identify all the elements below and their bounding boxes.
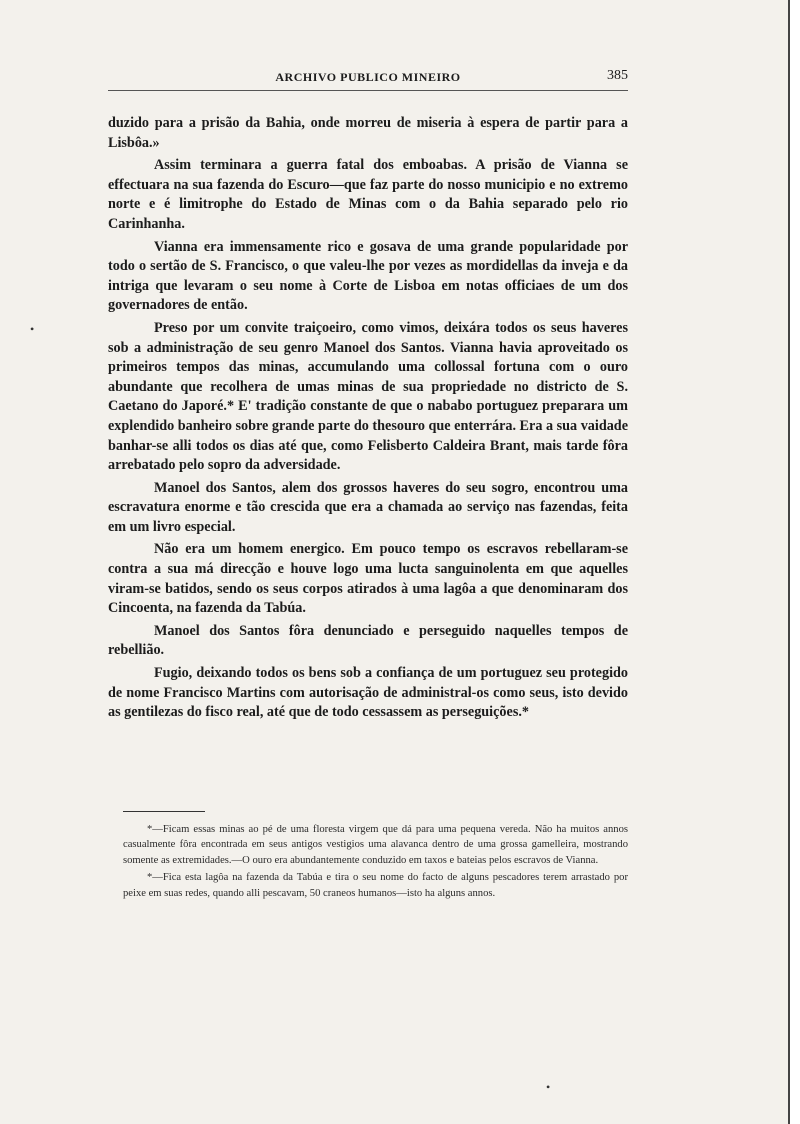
scan-mark: • <box>546 1080 551 1094</box>
scan-mark: • <box>30 322 35 336</box>
paragraph-8: Fugio, deixando todos os bens sob a confiança de um portuguez seu protegido de nome Francisco Martins com autorisação de administral-os como seus, isto devido as gentilezas do fisco real, até que de todo cessassem as perseguições.* <box>108 665 628 721</box>
paragraph-6: Não era um homem energico. Em pouco tempo os escravos rebellaram-se contra a sua má direcção e houve logo uma lucta sanguinolenta em que aquelles viram-se batidos, sendo os seus corpos atirados à uma lagôa a que denominaram dos Cincoenta, na fazenda da Tabúa. <box>108 541 628 617</box>
paragraph-1: duzido para a prisão da Bahia, onde morreu de miseria à espera de partir para a Lisbôa.» <box>108 115 628 151</box>
paragraph-5: Manoel dos Santos, alem dos grossos haveres do seu sogro, encontrou uma escravatura enorme e tão crescida que era a chamada ao serviço nas fazendas, feita em um livro especial. <box>108 479 628 535</box>
page-number: 385 <box>607 68 628 83</box>
paragraph-4: Preso por um convite traiçoeiro, como vimos, deixára todos os seus haveres sob a administração de seu genro Manoel dos Santos. Vianna havia aproveitado os primeiros tempos das minas, accumulando uma collossal fortuna com o ouro abundante que recolhera de umas minas de sua propriedade no districto de S. Caetano do Japoré.* E' tradição constante de que o nababo portuguez preparara um explendido banheiro sobre grande parte do thesouro que enterrára. Era a sua vaidade banhar-se alli todos os dias até que, como Felisberto Caldeira Brant, mais tarde fôra arrebatado pelo sopro da adversidade. <box>108 319 628 474</box>
footnote-1: *—Ficam essas minas ao pé de uma floresta virgem que dá para uma pequena vereda. Não ha muitos annos casualmente fôra encontrada em seus antigos vestigios uma alavanca dentro de uma grossa gamelleira, mostrando somente as extremidades.—O ouro era abundantemente conduzido em taxos e bateias pelos escravos de Vianna. <box>123 824 628 866</box>
running-head: ARCHIVO PUBLICO MINEIRO <box>275 70 461 84</box>
footnote-2: *—Fica esta lagôa na fazenda da Tabúa e tira o seu nome do facto de alguns pescadores terem arrastado por peixe em suas redes, quando alli pescavam, 50 craneos humanos—isto ha alguns annos. <box>123 872 628 899</box>
paragraph-3: Vianna era immensamente rico e gosava de uma grande popularidade por todo o sertão de S. Francisco, o que valeu-lhe por vezes as mordidellas da inveja e da intriga que levaram o seu nome à Corte de Lisboa em notas officiaes de um dos governadores de então. <box>108 238 628 314</box>
paragraph-2: Assim terminara a guerra fatal dos emboabas. A prisão de Vianna se effectuara na sua fazenda do Escuro—que faz parte do nosso municipio e no extremo norte e é limitrophe do Estado de Minas com o da Bahia separado pelo rio Carinhanha. <box>108 157 628 232</box>
footnote-rule <box>123 811 205 812</box>
page-header <box>108 66 628 91</box>
page-edge-line <box>788 0 790 1124</box>
body-text <box>108 114 628 726</box>
footnotes <box>123 822 628 903</box>
page-margin <box>790 0 800 1124</box>
paragraph-7: Manoel dos Santos fôra denunciado e perseguido naquelles tempos de rebellião. <box>108 622 628 659</box>
